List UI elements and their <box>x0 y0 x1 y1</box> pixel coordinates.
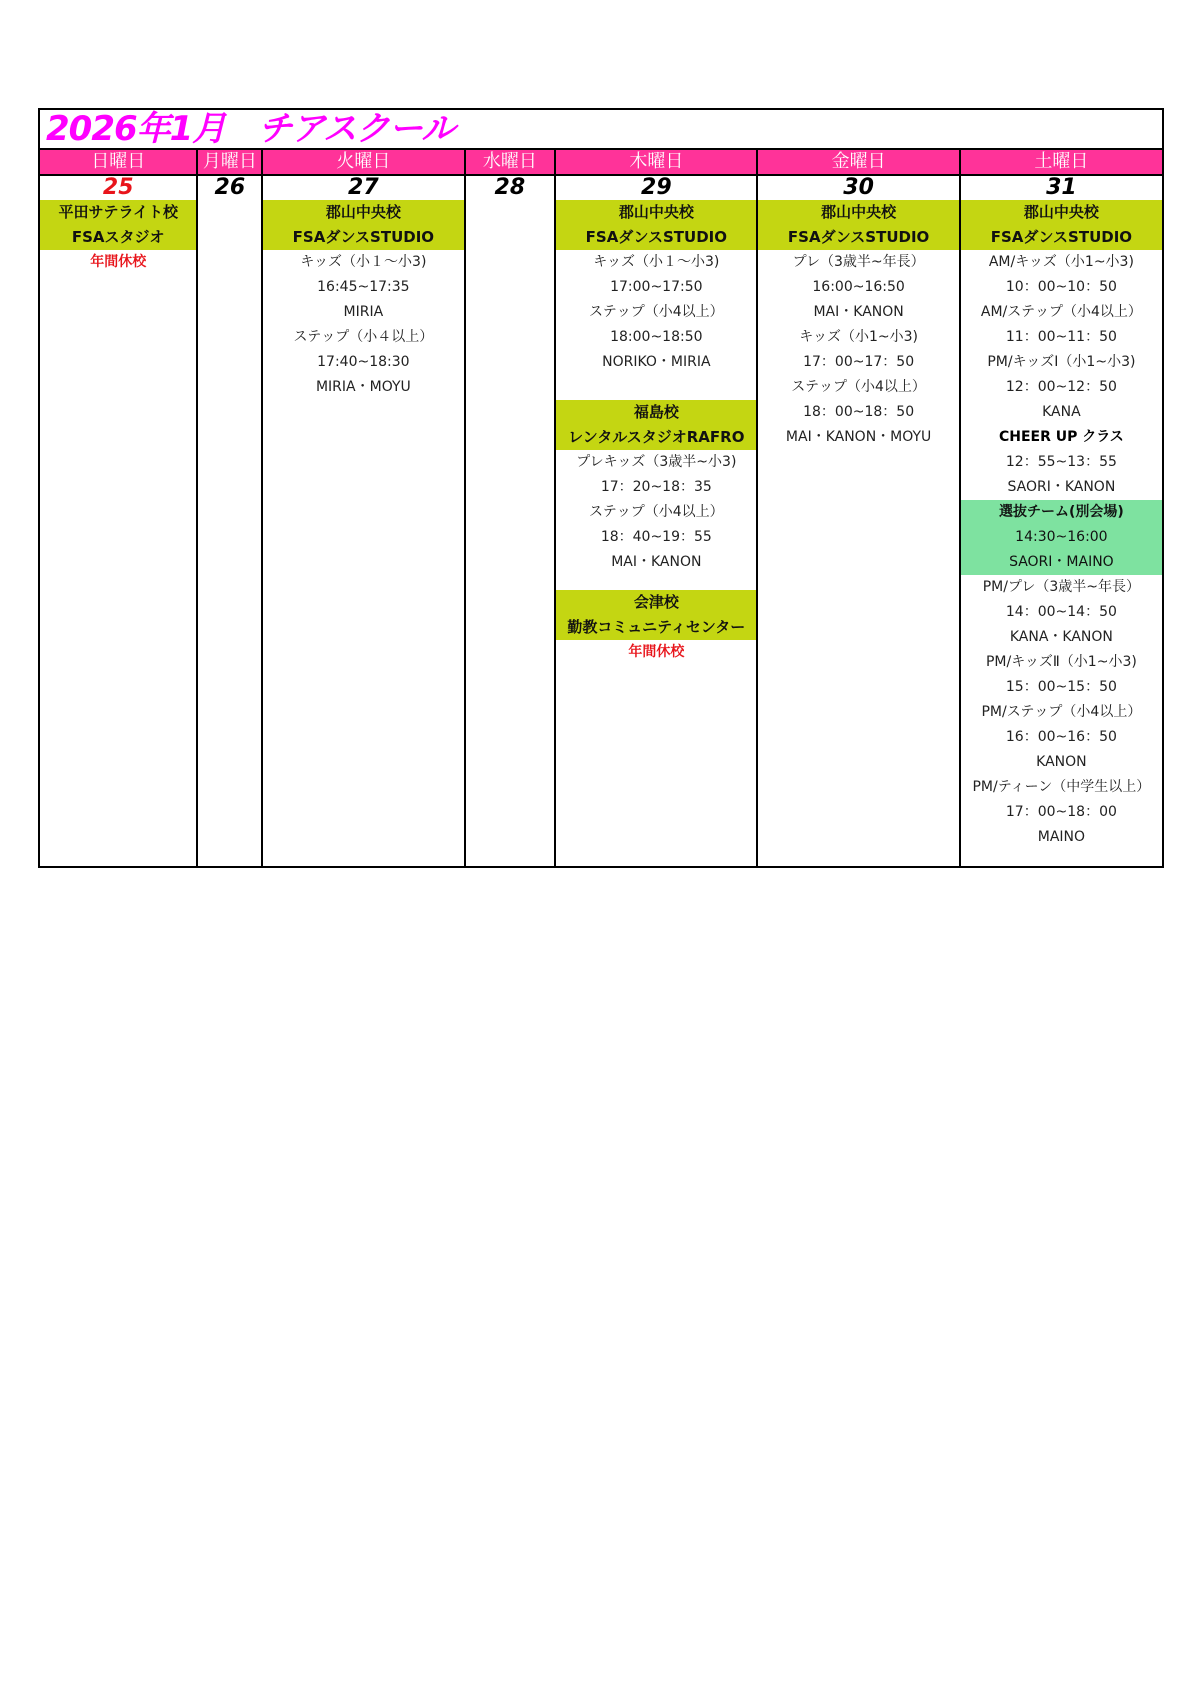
class-line: AM/キッズ（小1~小3) <box>988 254 1134 270</box>
class-line: 15：00~15：50 <box>1005 679 1117 695</box>
class-line: ステップ（小4以上） <box>791 379 926 395</box>
class-line: 12：55~13：55 <box>1005 454 1117 470</box>
day-column-tue <box>263 150 465 866</box>
class-line: キッズ（小1~小3) <box>799 329 918 345</box>
class-line: ステップ（小4以上） <box>589 304 724 320</box>
class-line: PM/プレ（3歳半~年長） <box>982 579 1141 595</box>
class-line: PM/ステップ（小4以上） <box>981 704 1142 720</box>
class-line: NORIKO・MIRIA <box>602 354 711 370</box>
class-line: MIRIA <box>343 304 384 320</box>
class-line: 18：40~19：55 <box>600 529 712 545</box>
class-line: 17：00~18：00 <box>1005 804 1117 820</box>
class-line: KANA <box>1042 404 1081 420</box>
class-line: ステップ（小4以上） <box>589 504 724 520</box>
day-column-sun <box>40 150 198 866</box>
spacer <box>556 575 756 590</box>
day-column-wed <box>466 150 557 866</box>
date-number: 27 <box>348 175 379 200</box>
class-line: 17：00~17：50 <box>803 354 915 370</box>
location-block <box>556 200 756 250</box>
date-number: 26 <box>214 175 246 200</box>
class-line: MIRIA・MOYU <box>315 379 411 395</box>
class-line: 17：20~18：35 <box>600 479 712 495</box>
class-line: プレキッズ（3歳半~小3) <box>576 454 737 470</box>
class-line: 11：00~11：50 <box>1005 329 1117 345</box>
day-column-fri <box>758 150 960 866</box>
school-name: 会津校 <box>633 593 679 611</box>
class-line: プレ（3歳半~年長） <box>792 254 925 270</box>
studio-name: FSAダンスSTUDIO <box>990 228 1133 246</box>
title-row <box>40 110 1162 150</box>
date-number: 30 <box>843 175 874 200</box>
school-name: 平田サテライト校 <box>58 203 178 221</box>
location-block <box>961 200 1162 250</box>
date-number: 31 <box>1046 175 1077 200</box>
class-line: AM/ステップ（小4以上） <box>980 304 1142 320</box>
studio-name: 勤教コミュニティセンター <box>567 618 746 636</box>
selection-team-block <box>961 500 1162 575</box>
class-line: 16:45~17:35 <box>317 279 410 295</box>
dow-header: 火曜日 <box>263 150 463 176</box>
class-line: KANON <box>1036 754 1087 770</box>
school-name: 郡山中央校 <box>821 203 897 221</box>
school-name: 郡山中央校 <box>325 203 401 221</box>
closed-notice: 年間休校 <box>628 644 685 660</box>
class-line: SAORI・KANON <box>1007 479 1116 495</box>
class-line: MAI・KANON・MOYU <box>785 429 932 445</box>
location-block <box>556 400 756 450</box>
dow-header: 金曜日 <box>758 150 958 176</box>
school-name: 郡山中央校 <box>618 203 694 221</box>
class-line: 17:40~18:30 <box>317 354 410 370</box>
location-block <box>40 200 196 250</box>
class-line: ステップ（小４以上） <box>293 329 434 345</box>
class-line: MAI・KANON <box>611 554 702 570</box>
cheer-up-class: CHEER UP クラス <box>998 429 1124 445</box>
class-line: 14：00~14：50 <box>1005 604 1117 620</box>
dow-header: 土曜日 <box>961 150 1162 176</box>
schedule-grid <box>40 150 1162 866</box>
day-column-sat <box>961 150 1162 866</box>
school-name: 福島校 <box>633 403 679 421</box>
class-line: PM/ティーン（中学生以上） <box>972 779 1151 795</box>
class-line: 16:00~16:50 <box>812 279 905 295</box>
dow-header: 日曜日 <box>40 150 196 176</box>
date-number: 29 <box>641 175 672 200</box>
team-coaches: SAORI・MAINO <box>1009 554 1114 570</box>
team-name: 選抜チーム(別会場) <box>998 504 1124 520</box>
schedule-table <box>38 108 1164 868</box>
studio-name: FSAダンスSTUDIO <box>585 228 727 246</box>
blank-line <box>556 375 756 400</box>
studio-name: レンタルスタジオRAFRO <box>568 428 745 446</box>
studio-name: FSAスタジオ <box>71 228 165 246</box>
day-column-mon <box>198 150 263 866</box>
day-column-thu <box>556 150 758 866</box>
closed-notice: 年間休校 <box>90 254 147 270</box>
class-line: KANA・KANON <box>1009 629 1113 645</box>
class-line: キッズ（小１～小3) <box>593 254 720 270</box>
location-block <box>758 200 958 250</box>
class-line: 16：00~16：50 <box>1005 729 1117 745</box>
class-line: 18:00~18:50 <box>610 329 703 345</box>
class-line: MAINO <box>1037 829 1086 845</box>
class-line: PM/キッズⅠ（小1~小3) <box>987 354 1136 370</box>
class-line: PM/キッズⅡ（小1~小3) <box>985 654 1137 670</box>
class-line: 18：00~18：50 <box>803 404 915 420</box>
page-title: 2026年1月 チアスクール <box>46 109 455 149</box>
date-number: 28 <box>494 175 526 200</box>
school-name: 郡山中央校 <box>1023 203 1099 221</box>
class-line: 17:00~17:50 <box>610 279 703 295</box>
class-line: キッズ（小１～小3) <box>300 254 427 270</box>
studio-name: FSAダンスSTUDIO <box>787 228 930 246</box>
dow-header: 月曜日 <box>198 150 261 176</box>
studio-name: FSAダンスSTUDIO <box>292 228 435 246</box>
location-block <box>263 200 463 250</box>
date-number: 25 <box>102 175 134 200</box>
team-time: 14:30~16:00 <box>1015 529 1108 545</box>
class-line: 12：00~12：50 <box>1005 379 1117 395</box>
class-line: 10：00~10：50 <box>1005 279 1117 295</box>
class-line: MAI・KANON <box>813 304 904 320</box>
dow-header: 水曜日 <box>466 150 555 176</box>
location-block <box>556 590 756 640</box>
dow-header: 木曜日 <box>556 150 756 176</box>
